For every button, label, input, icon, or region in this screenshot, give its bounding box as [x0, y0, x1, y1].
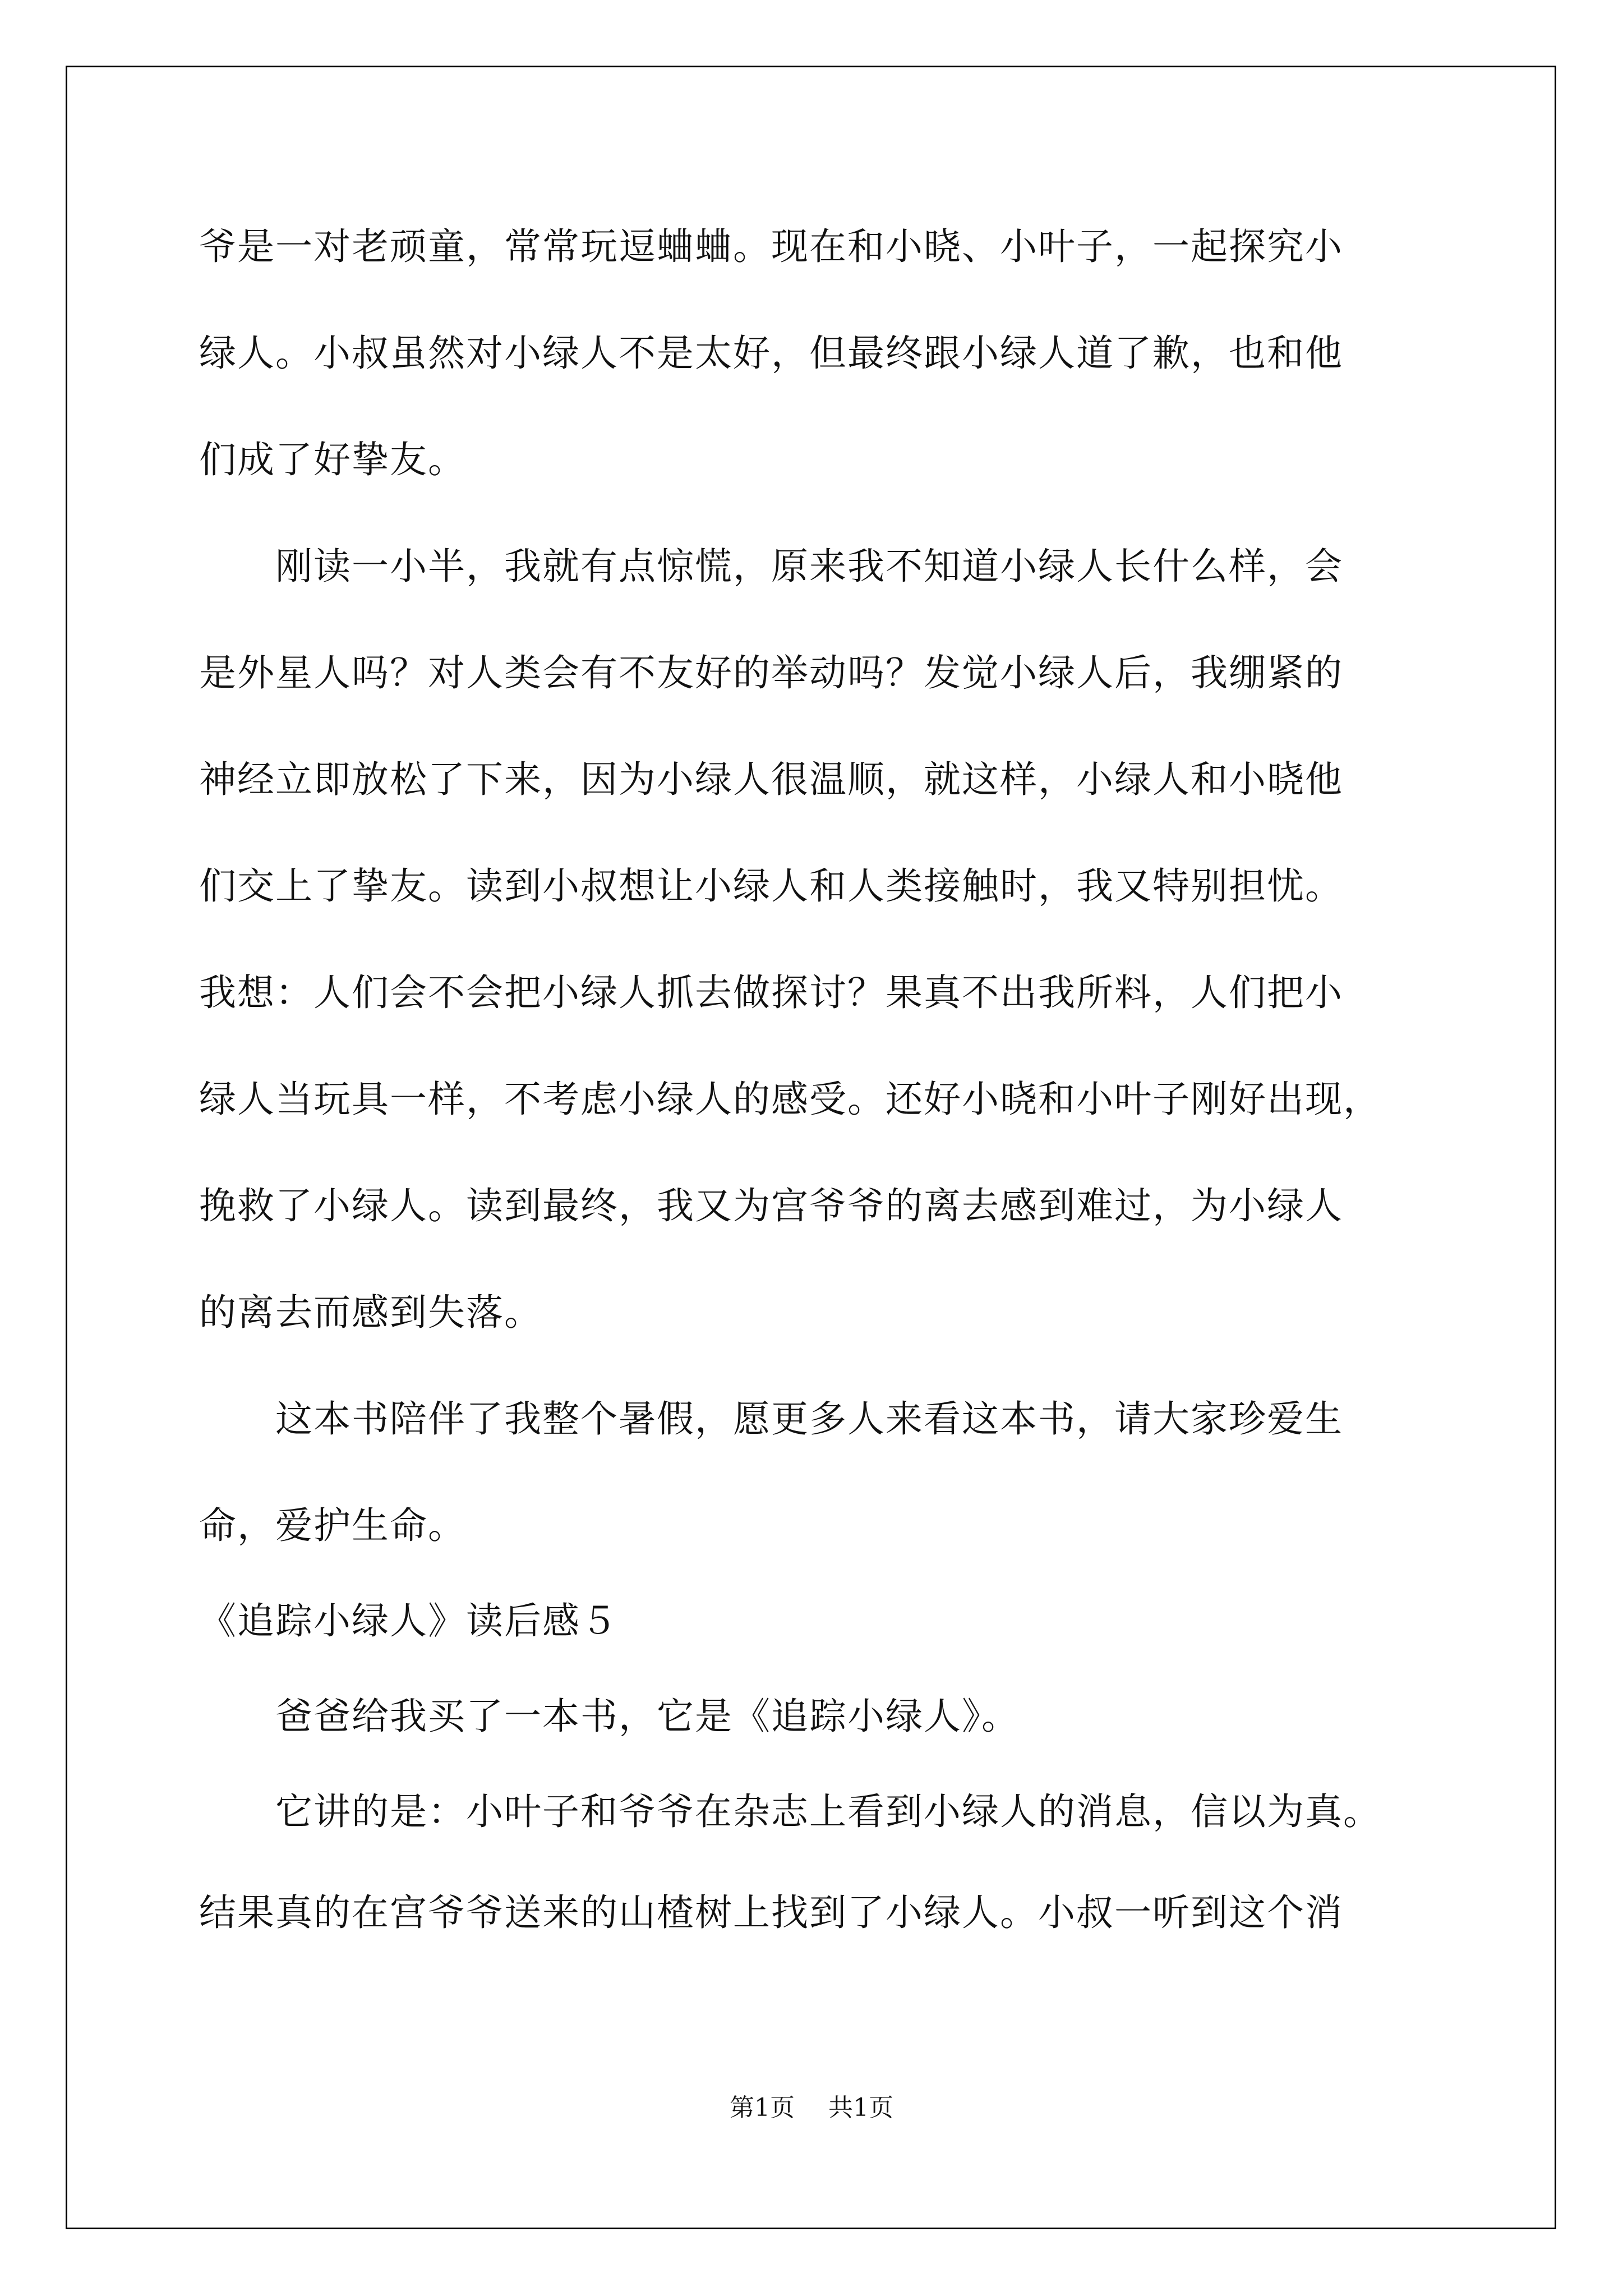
text-line: 刚读一小半，我就有点惊慌，原来我不知道小绿人长什么样，会 — [199, 545, 1343, 588]
text-line: 它讲的是：小叶子和爷爷在杂志上看到小绿人的消息，信以为真。 — [199, 1790, 1381, 1833]
text-line: 结果真的在宫爷爷送来的山楂树上找到了小绿人。小叔一听到这个消 — [199, 1891, 1343, 1934]
page-number-current: 第1页 — [730, 2093, 795, 2122]
text-line: 挽救了小绿人。读到最终，我又为宫爷爷的离去感到难过，为小绿人 — [199, 1184, 1343, 1227]
text-line: 我想：人们会不会把小绿人抓去做探讨？果真不出我所料，人们把小 — [199, 971, 1343, 1014]
text-line: 们成了好挚友。 — [199, 438, 466, 481]
text-line: 神经立即放松了下来，因为小绿人很温顺，就这样，小绿人和小晓他 — [199, 758, 1343, 801]
text-line: 爸爸给我买了一本书，它是《追踪小绿人》。 — [199, 1695, 1020, 1738]
text-line: 们交上了挚友。读到小叔想让小绿人和人类接触时，我又特别担忧。 — [199, 864, 1343, 908]
text-line: 绿人当玩具一样，不考虑小绿人的感受。还好小晓和小叶子刚好出现， — [199, 1078, 1381, 1121]
section-heading: 《追踪小绿人》读后感５ — [199, 1599, 619, 1642]
text-line: 爷是一对老顽童，常常玩逗蛐蛐。现在和小晓、小叶子，一起探究小 — [199, 225, 1343, 268]
text-line: 的离去而感到失落。 — [199, 1291, 542, 1334]
page-footer — [0, 2091, 1623, 2125]
text-line: 是外星人吗？对人类会有不友好的举动吗？发觉小绿人后，我绷紧的 — [199, 651, 1343, 694]
text-line: 这本书陪伴了我整个暑假，愿更多人来看这本书，请大家珍爱生 — [199, 1397, 1343, 1441]
text-line: 绿人。小叔虽然对小绿人不是太好，但最终跟小绿人道了歉，也和他 — [199, 332, 1343, 375]
text-line: 命，爱护生命。 — [199, 1504, 466, 1547]
page-number-total: 共1页 — [828, 2093, 893, 2122]
